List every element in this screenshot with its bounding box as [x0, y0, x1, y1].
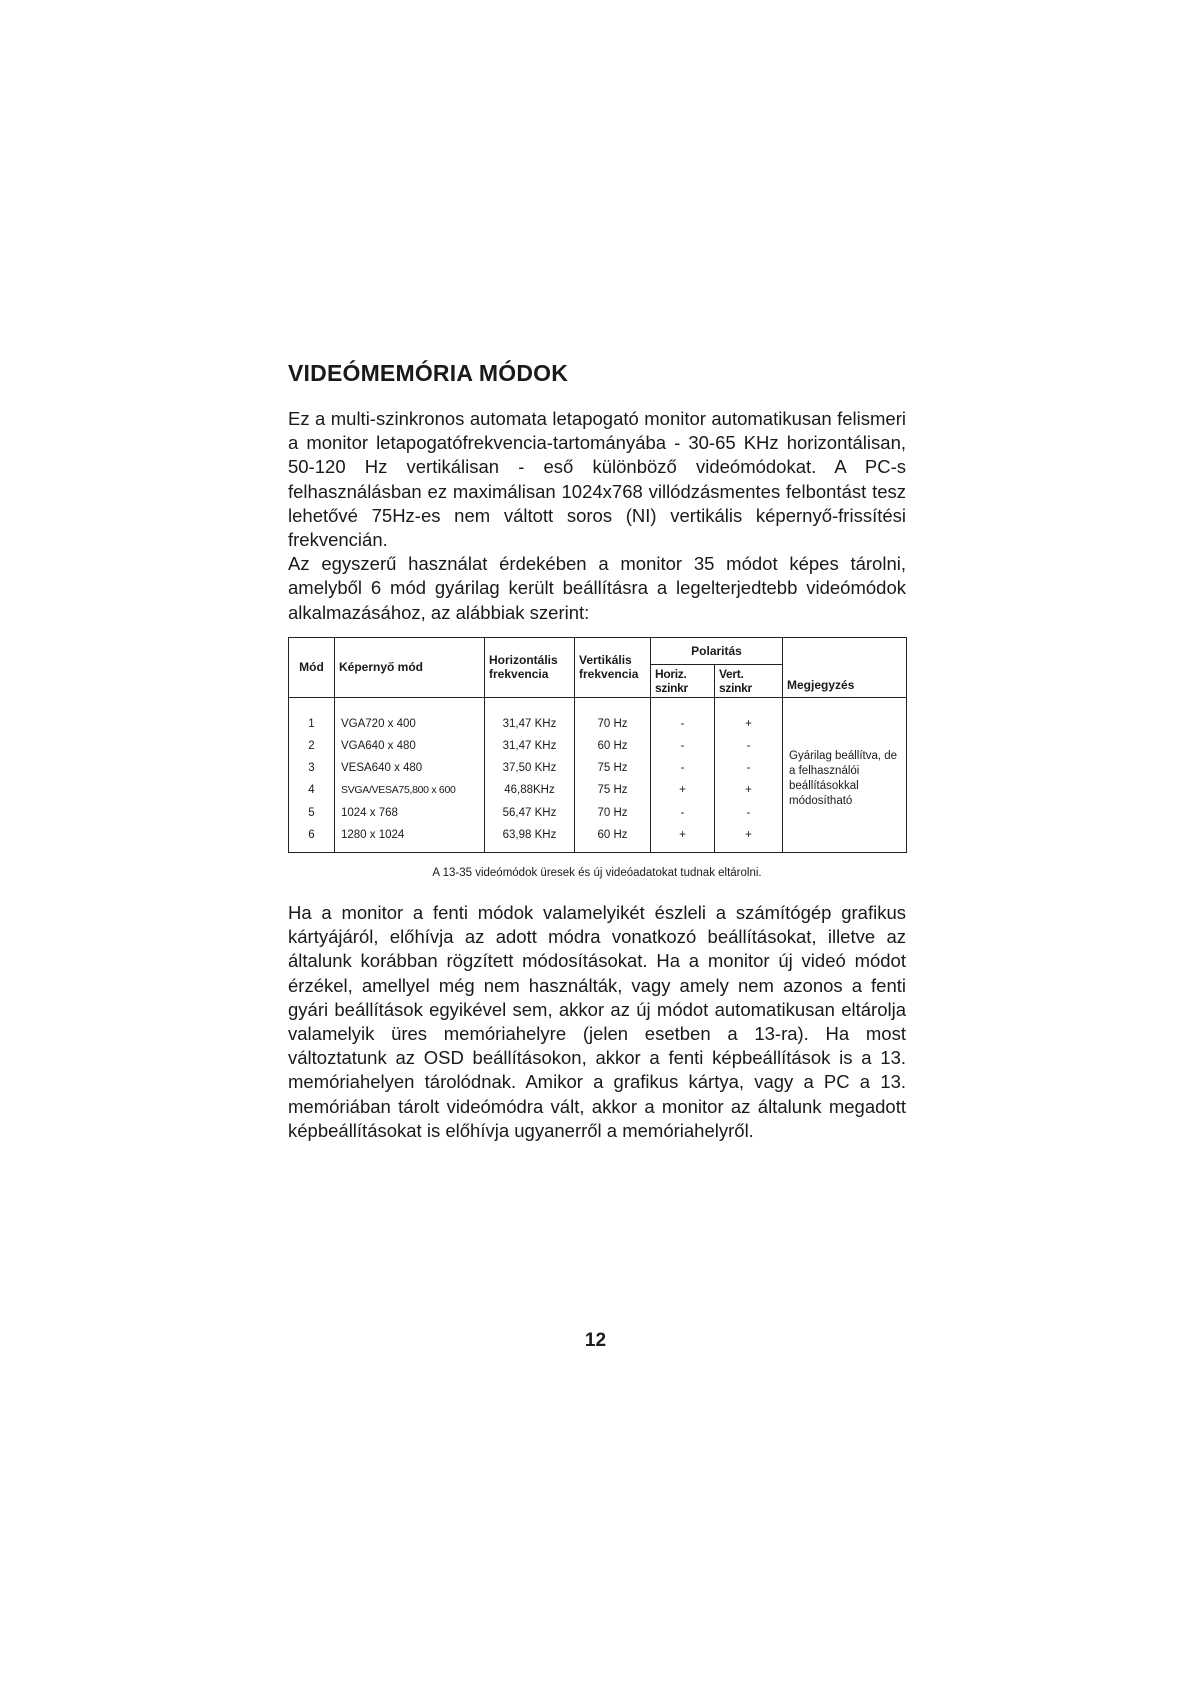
table-body-row [289, 697, 907, 852]
horizontal-frequency-value: 31,47 KHz [502, 717, 557, 730]
mode-number: 2 [308, 740, 315, 753]
horiz-sync-polarity-column [651, 697, 715, 852]
intro-paragraph: Ez a multi-szinkronos automata letapogató monitor automatikusan felismeri a monitor letapogatófrekvencia-tartományába - 30-65 KHz horizontálisan, 50-120 Hz vertikálisan - eső különböző videómódokat. A PC-s felhasználásban ez maximálisan 1024x768 villódzásmentes felbontást tesz lehetővé 75Hz-es nem váltott soros (NI) vertikális képernyő-frissítési frekvencián. [288, 408, 906, 551]
mode-number: 5 [308, 806, 315, 819]
vertical-frequency-value: 60 Hz [597, 828, 628, 841]
header-horizontal-line2: frekvencia [489, 667, 549, 682]
vert-polarity-value: - [746, 740, 751, 753]
horiz-polarity-value: - [680, 806, 685, 819]
horiz-polarity-value: + [679, 828, 686, 841]
screen-mode-column [335, 697, 485, 852]
horizontal-frequency-value: 56,47 KHz [502, 806, 557, 819]
horizontal-frequency-value: 46,88KHz [504, 784, 555, 797]
vertical-frequency-value: 75 Hz [597, 762, 628, 775]
header-vertical-line2: frekvencia [579, 667, 639, 682]
screen-mode-value: VGA720 x 400 [341, 717, 416, 730]
vert-polarity-value: + [745, 828, 752, 841]
header-screen-mode: Képernyő mód [335, 637, 485, 697]
header-note: Megjegyzés [783, 637, 907, 697]
mode-number: 1 [308, 717, 315, 730]
note-column [783, 697, 907, 852]
horizontal-frequency-column [485, 697, 575, 852]
mode-number: 4 [308, 784, 315, 797]
table-header-row [289, 637, 907, 664]
vertical-frequency-value: 60 Hz [597, 740, 628, 753]
header-vert-sync: Vert. szinkr [715, 664, 783, 697]
vertical-frequency-value: 75 Hz [597, 784, 628, 797]
storage-paragraph: Az egyszerű használat érdekében a monitor 35 módot képes tárolni, amelyből 6 mód gyárilag került beállításra a legelterjedtebb videómódok alkalmazásához, az alábbiak szerint: [288, 553, 906, 623]
screen-mode-value: SVGA/VESA75,800 x 600 [341, 784, 456, 797]
screen-mode-value: 1280 x 1024 [341, 828, 405, 841]
mode-number: 6 [308, 828, 315, 841]
horizontal-frequency-value: 37,50 KHz [502, 762, 557, 775]
page-content [288, 360, 906, 1143]
header-mode: Mód [289, 637, 335, 697]
screen-mode-value: VESA640 x 480 [341, 762, 423, 775]
video-modes-table [288, 637, 907, 853]
horiz-polarity-value: - [680, 717, 685, 730]
mode-number: 3 [308, 762, 315, 775]
screen-mode-value: 1024 x 768 [341, 806, 398, 819]
vert-polarity-value: - [746, 806, 751, 819]
header-vertical-frequency [575, 637, 651, 697]
mode-column [289, 697, 335, 852]
table-caption: A 13-35 videómódok üresek és új videóadatokat tudnak eltárolni. [432, 866, 762, 879]
vertical-frequency-value: 70 Hz [597, 806, 628, 819]
behavior-paragraph: Ha a monitor a fenti módok valamelyikét észleli a számítógép grafikus kártyájáról, előhívja az adott módra vonatkozó beállításokat, illetve az általunk korábban rögzített módosításokat. Ha a monitor új videó módot érzékel, amellyel még nem használták, vagy amely nem azonos a fenti gyári beállítások egyikével sem, akkor az új módot automatikusan eltárolja valamelyik üres memóriahelyre (jelen esetben a 13-ra). Ha most változtatunk az OSD beállításokon, akkor a fenti képbeállítások is a 13. memóriahelyen tárolódnak. Amikor a grafikus kártya, vagy a PC a 13. memóriában tárolt videómódra vált, akkor a monitor az általunk megadott képbeállításokat is előhívja ugyanerről a memóriahelyről. [288, 901, 906, 1141]
horiz-polarity-value: - [680, 740, 685, 753]
horiz-polarity-value: + [679, 784, 686, 797]
horiz-polarity-value: - [680, 762, 685, 775]
vert-polarity-value: + [745, 784, 752, 797]
screen-mode-value: VGA640 x 480 [341, 740, 416, 753]
page-number: 12 [584, 1330, 607, 1351]
vertical-frequency-value: 70 Hz [597, 717, 628, 730]
horizontal-frequency-value: 31,47 KHz [502, 740, 557, 753]
vert-polarity-value: - [746, 762, 751, 775]
note-text: Gyárilag beállítva, de a felhasználói beállításokkal módosítható [789, 749, 898, 807]
header-polarity: Polaritás [651, 637, 783, 664]
vert-sync-polarity-column [715, 697, 783, 852]
header-horiz-sync: Horiz. szinkr [651, 664, 715, 697]
vert-polarity-value: + [745, 717, 752, 730]
header-vertical-line1: Vertikális [579, 653, 632, 668]
horizontal-frequency-value: 63,98 KHz [502, 828, 557, 841]
header-horizontal-frequency [485, 637, 575, 697]
page-title: VIDEÓMEMÓRIA MÓDOK [288, 360, 569, 386]
header-horizontal-line1: Horizontális [489, 653, 558, 668]
vertical-frequency-column [575, 697, 651, 852]
